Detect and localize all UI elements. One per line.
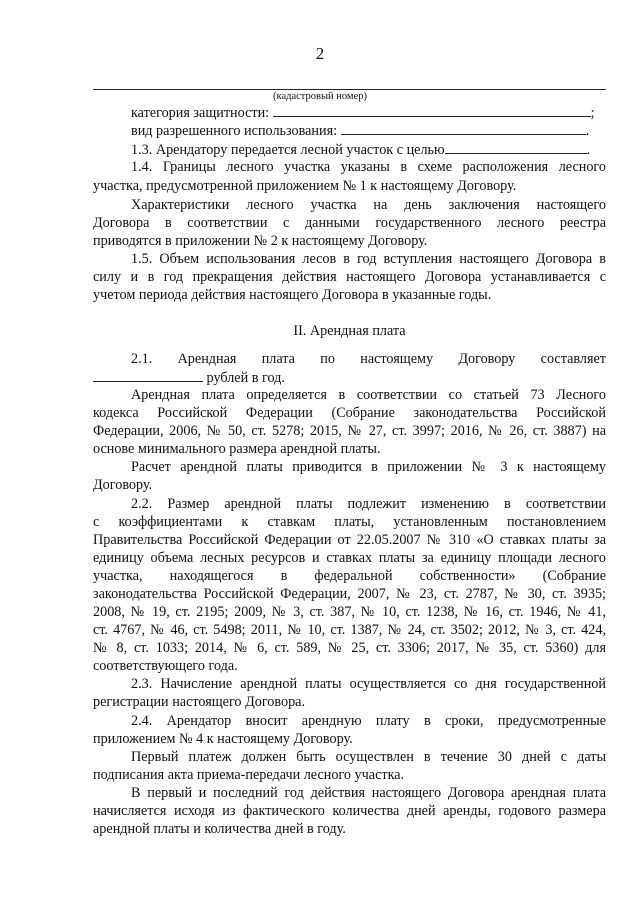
- cadastral-number-line: [93, 89, 606, 90]
- clause-2-2-line-2: с коэффициентами к ставкам платы, установленным постановлением: [93, 514, 606, 530]
- protection-category-line: [131, 103, 606, 122]
- first-payment-line-1: Первый платеж должен быть осуществлен в течение 30 дней с даты: [131, 749, 606, 765]
- rent-amount-blank: [93, 368, 203, 382]
- clause-2-2-line-1: 2.2. Размер арендной платы подлежит изменению в соответствии: [131, 496, 606, 512]
- permitted-use-blank: [341, 121, 586, 135]
- rent-basis-line-4: основе минимального размера арендной платы.: [93, 441, 381, 457]
- rent-basis-line-3: Федерации, 2006, № 50, ст. 5278; 2015, № 27, ст. 3997; 2016, № 26, ст. 3887) на: [93, 423, 606, 439]
- clause-1-3-text: 1.3. Арендатору передается лесной участок с целью: [131, 142, 445, 158]
- clause-1-3: [131, 140, 606, 159]
- clause-2-2-line-7: 2008, № 19, ст. 2195; 2009, № 3, ст. 387, № 10, ст. 1238, № 16, ст. 1946, № 41,: [93, 604, 606, 620]
- section-2-title: II. Арендная плата: [293, 323, 406, 339]
- first-last-year-line-1: В первый и последний год действия настоящего Договора арендная плата: [131, 785, 606, 801]
- rent-calc-line-2: Договору.: [93, 477, 153, 493]
- rent-basis-line-2: кодекса Российской Федерации (Собрание законодательства Российской: [93, 405, 606, 421]
- clause-2-2-line-3: Правительства Российской Федерации от 22.05.2007 № 310 «О ставках платы за: [93, 532, 606, 548]
- clause-2-2-line-9: № 8, ст. 1033; 2014, № 6, ст. 589, № 25, ст. 3306; 2017, № 35, ст. 5360) для: [93, 640, 606, 656]
- clause-2-2-line-10: соответствующего года.: [93, 658, 238, 674]
- permitted-use-end: .: [585, 123, 590, 139]
- rent-calc-line-1: Расчет арендной платы приводится в приложении № 3 к настоящему: [131, 459, 606, 475]
- clause-2-2-line-8: ст. 4767, № 46, ст. 5498; 2011, № 10, ст. 1387, № 24, ст. 3502; 2012, № 3, ст. 424,: [93, 622, 606, 638]
- clause-1-5-line-3: учетом периода действия настоящего Договора в указанные годы.: [93, 287, 492, 303]
- protection-category-label: категория защитности:: [131, 105, 270, 121]
- clause-2-3-line-1: 2.3. Начисление арендной платы осуществляется со дня государственной: [131, 676, 606, 692]
- clause-2-4-line-1: 2.4. Арендатор вносит арендную плату в сроки, предусмотренные: [131, 713, 606, 729]
- protection-category-blank: [273, 103, 591, 117]
- clause-2-1-line-2: [93, 368, 606, 387]
- cadastral-caption: (кадастровый номер): [273, 91, 367, 102]
- clause-1-4-line-1: 1.4. Границы лесного участка указаны в схеме расположения лесного: [131, 159, 606, 175]
- clause-2-4-line-2: приложением № 4 к настоящему Договору.: [93, 731, 353, 747]
- page-number: 2: [315, 44, 325, 63]
- clause-2-1-suffix: рублей в год.: [206, 370, 285, 386]
- permitted-use-label: вид разрешенного использования:: [131, 123, 338, 139]
- characteristics-line-3: приводятся в приложении № 2 к настоящему Договору.: [93, 233, 428, 249]
- first-payment-line-2: подписания акта приема-передачи лесного участка.: [93, 767, 405, 783]
- clause-2-1-line-1: 2.1. Арендная плата по настоящему Договору составляет: [131, 351, 606, 367]
- clause-2-2-line-5: участка, находящегося в федеральной собственности» (Собрание: [93, 568, 606, 584]
- characteristics-line-1: Характеристики лесного участка на день заключения настоящего: [131, 197, 606, 213]
- rent-basis-line-1: Арендная плата определяется в соответствии со статьей 73 Лесного: [131, 387, 606, 403]
- characteristics-line-2: Договора в соответствии с данными государственного лесного реестра: [93, 215, 606, 231]
- purpose-blank: [445, 140, 587, 154]
- clause-1-4-line-2: участка, предусмотренной приложением № 1 к настоящему Договору.: [93, 178, 517, 194]
- clause-2-3-line-2: регистрации настоящего Договора.: [93, 694, 306, 710]
- clause-1-5-line-2: силу и в год прекращения действия настоящего Договора устанавливается с: [93, 269, 606, 285]
- clause-1-3-end: .: [586, 142, 591, 158]
- clause-2-2-line-4: единицу объема лесных ресурсов и ставках платы за единицу площади лесного: [93, 550, 606, 566]
- clause-1-5-line-1: 1.5. Объем использования лесов в год вступления настоящего Договора в: [131, 251, 606, 267]
- first-last-year-line-3: арендной платы и количества дней в году.: [93, 821, 346, 837]
- protection-category-end: ;: [590, 105, 595, 121]
- clause-2-2-line-6: законодательства Российской Федерации, 2007, № 23, ст. 2787, № 30, ст. 3935;: [93, 586, 606, 602]
- permitted-use-line: [131, 121, 606, 140]
- first-last-year-line-2: начисляется исходя из фактического количества дней аренды, годового размера: [93, 803, 606, 819]
